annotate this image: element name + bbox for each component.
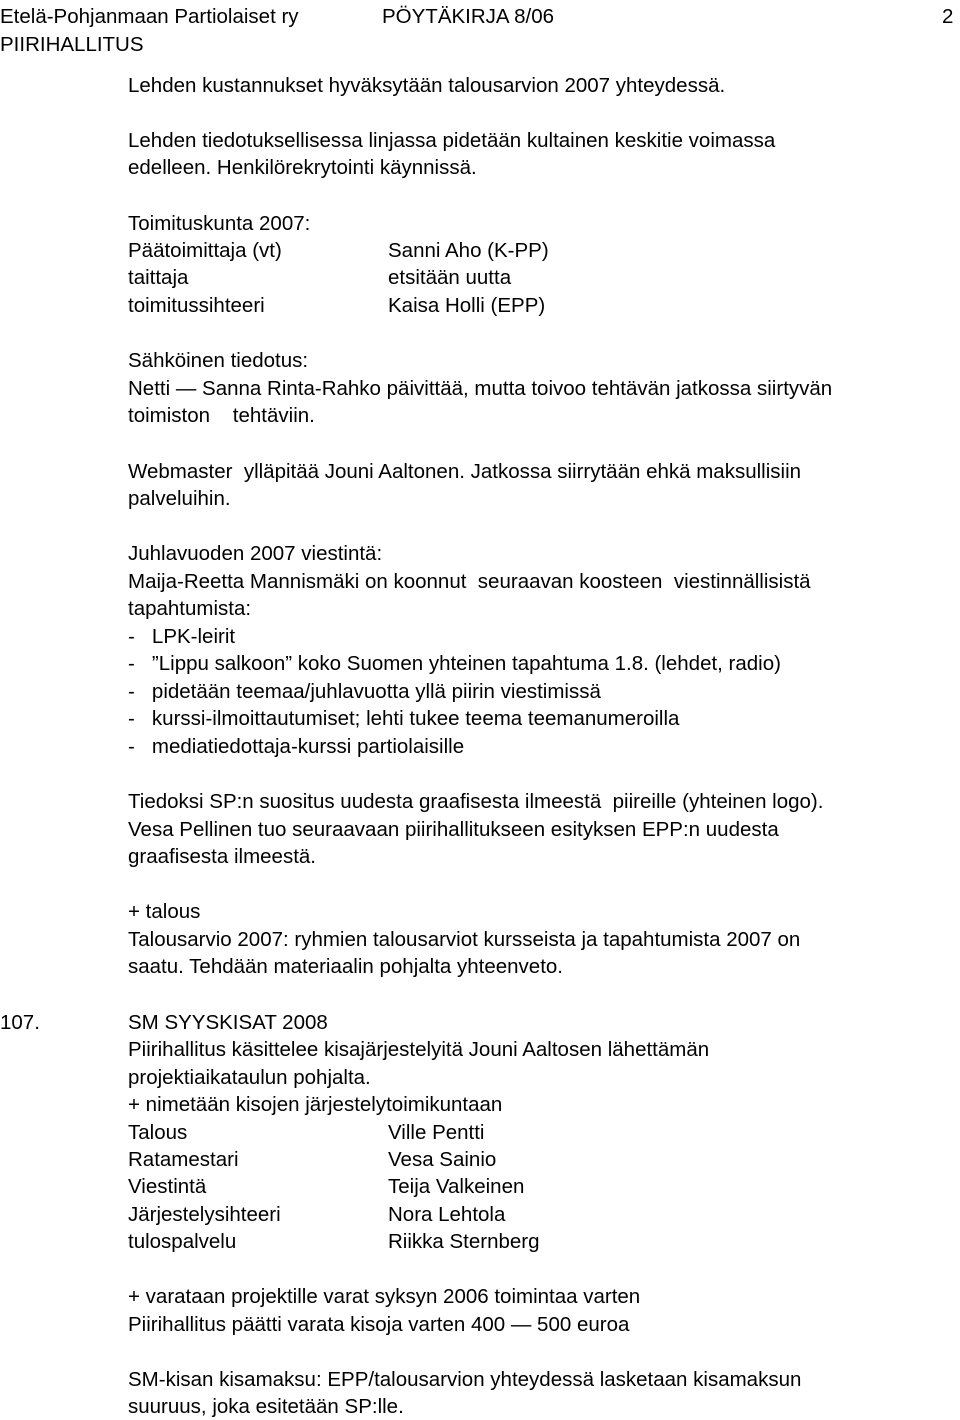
budget-line1: Talousarvio 2007: ryhmien talousarviot kursseista ja tapahtumista 2007 on [128,928,801,951]
jubilee-list-item: - kurssi-ilmoittautumiset; lehti tukee teema teemanumeroilla [128,707,680,730]
fee-line2: suuruus, joka esitetään SP:lle. [128,1395,404,1418]
header-org: Etelä-Pohjanmaan Partiolaiset ry [0,5,299,28]
jubilee-line2: tapahtumista: [128,597,252,620]
committee-role: tulospalvelu [128,1230,237,1253]
committee-name: Riikka Sternberg [388,1230,540,1253]
editorial-role: Päätoimittaja (vt) [128,239,282,262]
section-line1: Piirihallitus käsittelee kisajärjestelyitä Jouni Aaltosen lähettämän [128,1038,710,1061]
jubilee-heading: Juhlavuoden 2007 viestintä: [128,542,383,565]
header-doc-title: PÖYTÄKIRJA 8/06 [382,5,555,28]
logo-line3: graafisesta ilmeestä. [128,845,317,868]
committee-name: Ville Pentti [388,1121,485,1144]
budget-line2: saatu. Tehdään materiaalin pohjalta yhteenveto. [128,955,563,978]
editorial-name: Kaisa Holli (EPP) [388,294,546,317]
electronic-heading: Sähköinen tiedotus: [128,349,309,372]
electronic-line2: toimiston tehtäviin. [128,404,315,427]
editorial-role: toimitussihteeri [128,294,265,317]
header-page-number: 2 [942,5,954,28]
electronic-line1: Netti — Sanna Rinta-Rahko päivittää, mutta toivoo tehtävän jatkossa siirtyvän [128,377,833,400]
committee-role: Viestintä [128,1175,207,1198]
webmaster-line2: palveluihin. [128,487,231,510]
jubilee-list-item: - pidetään teemaa/juhlavuotta yllä piirin viestimissä [128,680,601,703]
logo-line2: Vesa Pellinen tuo seuraavaan piirihallitukseen esityksen EPP:n uudesta [128,818,779,841]
editorial-heading: Toimituskunta 2007: [128,212,311,235]
section-title: SM SYYSKISAT 2008 [128,1011,328,1034]
jubilee-line1: Maija-Reetta Mannismäki on koonnut seuraavan koosteen viestinnällisistä [128,570,811,593]
section-line2: projektiaikataulun pohjalta. [128,1066,371,1089]
jubilee-list-item: - ”Lippu salkoon” koko Suomen yhteinen tapahtuma 1.8. (lehdet, radio) [128,652,781,675]
paragraph-costs: Lehden kustannukset hyväksytään talousarvion 2007 yhteydessä. [128,74,726,97]
budget-heading: + talous [128,900,201,923]
funds-line1: + varataan projektille varat syksyn 2006 toimintaa varten [128,1285,641,1308]
logo-line1: Tiedoksi SP:n suositus uudesta graafisesta ilmeestä piireille (yhteinen logo). [128,790,824,813]
webmaster-line1: Webmaster ylläpitää Jouni Aaltonen. Jatkossa siirrytään ehkä maksullisiin [128,460,802,483]
committee-role: Talous [128,1121,188,1144]
paragraph-policy-line2: edelleen. Henkilörekrytointi käynnissä. [128,156,477,179]
jubilee-list-item: - mediatiedottaja-kurssi partiolaisille [128,735,465,758]
committee-role: Järjestelysihteeri [128,1203,281,1226]
editorial-name: etsitään uutta [388,266,512,289]
header-board: PIIRIHALLITUS [0,33,144,56]
section-number: 107. [0,1011,40,1034]
jubilee-list-item: - LPK-leirit [128,625,236,648]
committee-name: Teija Valkeinen [388,1175,525,1198]
editorial-role: taittaja [128,266,189,289]
editorial-name: Sanni Aho (K-PP) [388,239,549,262]
funds-line2: Piirihallitus päätti varata kisoja varten 400 — 500 euroa [128,1313,630,1336]
committee-name: Nora Lehtola [388,1203,506,1226]
committee-role: Ratamestari [128,1148,239,1171]
paragraph-policy-line1: Lehden tiedotuksellisessa linjassa pidetään kultainen keskitie voimassa [128,129,776,152]
committee-name: Vesa Sainio [388,1148,497,1171]
fee-line1: SM-kisan kisamaksu: EPP/talousarvion yhteydessä lasketaan kisamaksun [128,1368,802,1391]
section-line3: + nimetään kisojen järjestelytoimikuntaan [128,1093,503,1116]
